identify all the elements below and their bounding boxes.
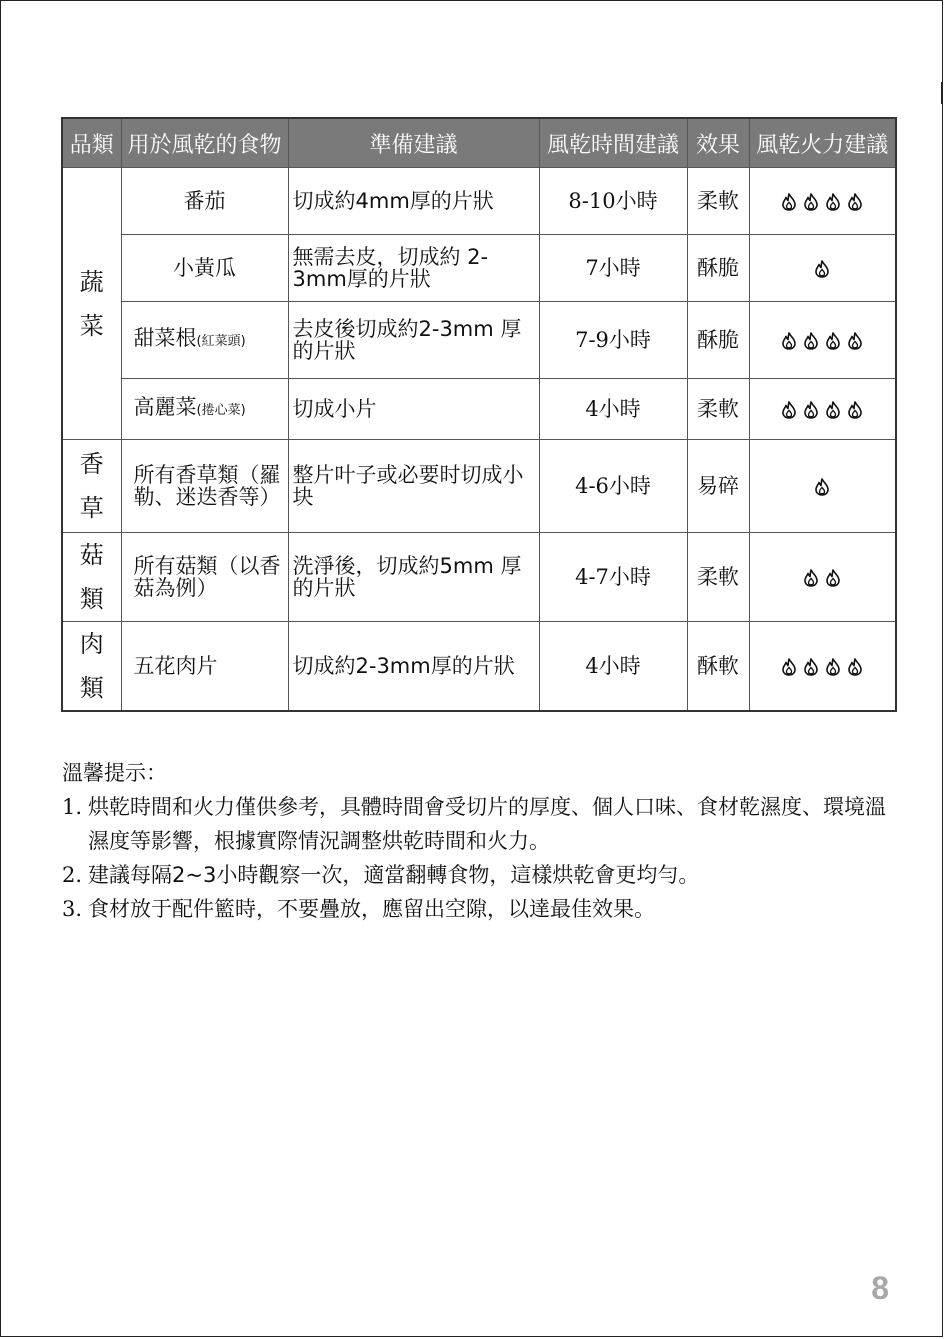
tip-number: 1. (62, 795, 83, 819)
effect-cell: 酥脆 (687, 302, 749, 379)
prep-cell: 整片叶子或必要时切成小块 (288, 440, 539, 533)
flame-icon (848, 193, 862, 211)
table-row (62, 440, 896, 533)
effect-cell: 易碎 (687, 440, 749, 533)
prep-cell: 切成約2-3mm厚的片狀 (288, 622, 539, 712)
fire-cell (749, 533, 896, 622)
time-cell: 4小時 (539, 622, 687, 712)
category-cell: 蔬 菜 (62, 168, 121, 440)
tip-text: 烘乾時間和火力僅供參考，具體時間會受切片的厚度、個人口味、食材乾濕度、環境溫濕度等影響，根據實際情況調整烘乾時間和火力。 (88, 795, 886, 853)
flame-icon (826, 569, 840, 587)
flame-icon (848, 658, 862, 676)
category-cell: 香 草 (62, 440, 121, 533)
flame-icon (804, 332, 818, 350)
edge-mark (941, 82, 943, 104)
food-cell: 番茄 (121, 168, 288, 235)
table-header-row (62, 118, 896, 168)
flame-icon (804, 401, 818, 419)
fire-cell (749, 235, 896, 302)
effect-cell: 柔軟 (687, 533, 749, 622)
effect-cell: 酥軟 (687, 622, 749, 712)
flame-icon (804, 569, 818, 587)
food-cell: 甜菜根(紅菜頭) (121, 302, 288, 379)
flame-icon (826, 193, 840, 211)
table-row (62, 168, 896, 235)
effect-cell: 柔軟 (687, 379, 749, 440)
fire-cell (749, 302, 896, 379)
tips-title: 溫馨提示： (62, 761, 167, 785)
food-note: (紅菜頭) (196, 334, 246, 349)
time-cell: 4-7小時 (539, 533, 687, 622)
time-cell: 7-9小時 (539, 302, 687, 379)
header-fire: 風乾火力建議 (749, 118, 896, 168)
tip-item (62, 858, 902, 892)
flame-icon (782, 658, 796, 676)
header-food: 用於風乾的食物 (121, 118, 288, 168)
fire-cell (749, 168, 896, 235)
prep-cell: 切成小片 (288, 379, 539, 440)
header-time: 風乾時間建議 (539, 118, 687, 168)
prep-cell: 洗淨後，切成約5mm 厚的片狀 (288, 533, 539, 622)
time-cell: 4小時 (539, 379, 687, 440)
table-row (62, 302, 896, 379)
tip-item (62, 790, 902, 858)
food-note: (捲心菜) (196, 403, 246, 418)
table-row (62, 622, 896, 712)
time-cell: 4-6小時 (539, 440, 687, 533)
tip-number: 2. (62, 863, 83, 887)
flame-icon (848, 332, 862, 350)
tip-text: 建議每隔2~3小時觀察一次，適當翻轉食物，這樣烘乾會更均勻。 (88, 863, 700, 887)
flame-icon (804, 658, 818, 676)
table-row (62, 235, 896, 302)
drying-guide-table (61, 117, 897, 712)
food-cell: 五花肉片 (121, 622, 288, 712)
tip-text: 食材放于配件籃時，不要疊放，應留出空隙，以達最佳效果。 (88, 897, 655, 921)
tip-item (62, 892, 902, 926)
time-cell: 7小時 (539, 235, 687, 302)
flame-icon (826, 658, 840, 676)
prep-cell: 無需去皮，切成約 2-3mm厚的片狀 (288, 235, 539, 302)
category-cell: 菇 類 (62, 533, 121, 622)
flame-icon (826, 332, 840, 350)
food-cell: 高麗菜(捲心菜) (121, 379, 288, 440)
flame-icon (782, 332, 796, 350)
effect-cell: 柔軟 (687, 168, 749, 235)
fire-cell (749, 622, 896, 712)
flame-icon (782, 193, 796, 211)
header-prep: 準備建議 (288, 118, 539, 168)
header-category: 品類 (62, 118, 121, 168)
flame-icon (782, 401, 796, 419)
prep-cell: 去皮後切成約2-3mm 厚的片狀 (288, 302, 539, 379)
food-cell: 所有菇類（以香菇為例） (121, 533, 288, 622)
flame-icon (826, 401, 840, 419)
page-number: 8 (871, 1270, 889, 1306)
header-effect: 效果 (687, 118, 749, 168)
food-cell: 所有香草類（羅勒、迷迭香等） (121, 440, 288, 533)
table-row (62, 379, 896, 440)
effect-cell: 酥脆 (687, 235, 749, 302)
tips-section (62, 756, 902, 926)
tip-number: 3. (62, 897, 83, 921)
time-cell: 8-10小時 (539, 168, 687, 235)
table-row (62, 533, 896, 622)
flame-icon (815, 260, 829, 278)
category-cell: 肉 類 (62, 622, 121, 712)
food-cell: 小黃瓜 (121, 235, 288, 302)
flame-icon (804, 193, 818, 211)
fire-cell (749, 440, 896, 533)
flame-icon (815, 478, 829, 496)
flame-icon (848, 401, 862, 419)
fire-cell (749, 379, 896, 440)
prep-cell: 切成約4mm厚的片狀 (288, 168, 539, 235)
